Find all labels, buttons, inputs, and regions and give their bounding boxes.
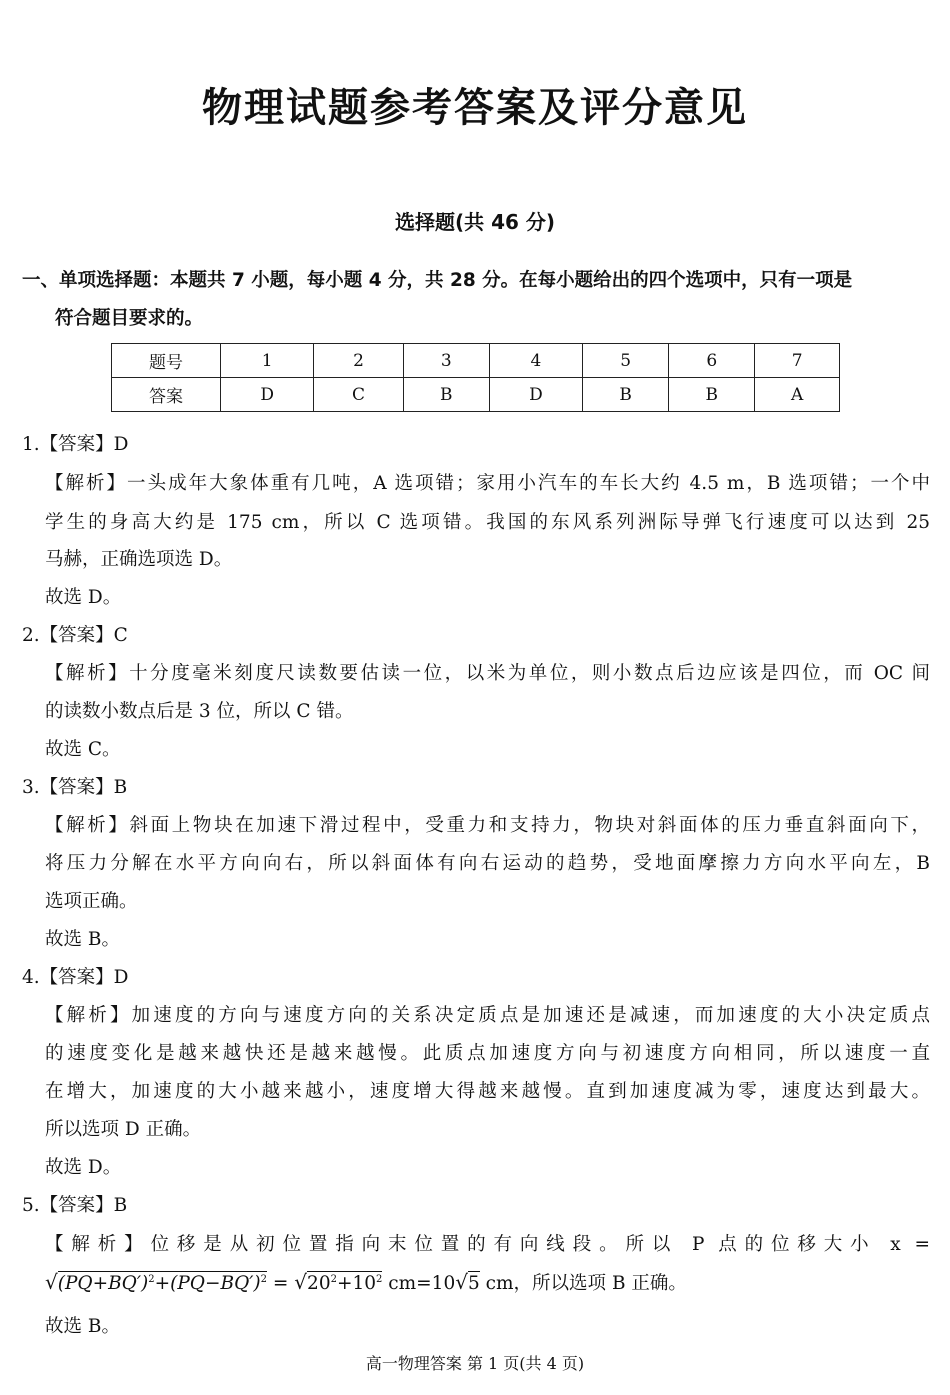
answer-table	[111, 343, 840, 412]
q4-conclusion: 故选 D。	[45, 1157, 122, 1178]
q2-conclusion: 故选 C。	[45, 739, 121, 760]
q3-analysis-line: 将压力分解在水平方向向右，所以斜面体有向右运动的趋势，受地面摩擦力方向水平向左，B	[45, 853, 930, 874]
sqrt-sign: √	[45, 1270, 58, 1294]
result-text: cm，所以选项 B 正确。	[485, 1273, 687, 1294]
sqrt-sign: √	[455, 1270, 468, 1294]
q2-analysis-line: 的读数小数点后是 3 位，所以 C 错。	[45, 701, 354, 722]
table-cell: D	[489, 378, 582, 412]
section-subtitle: 选择题(共 46 分)	[394, 210, 556, 234]
q1-analysis-line: 马赫，正确选项选 D。	[45, 549, 233, 570]
term-pq-minus: +(PQ−BQ′)	[154, 1273, 261, 1294]
table-cell: 2	[314, 344, 403, 378]
radicand	[307, 1271, 382, 1294]
radicand: 5	[467, 1273, 480, 1294]
term-pq-plus: (PQ+BQ′)	[57, 1273, 149, 1294]
table-header-cell: 答案	[112, 378, 221, 412]
q4-answer: 4.【答案】D	[22, 967, 129, 988]
table-cell: 5	[583, 344, 669, 378]
section-heading-line1: 一、单项选择题：本题共 7 小题，每小题 4 分，共 28 分。在每小题给出的四个选项中，只有一项是	[22, 270, 853, 291]
q3-answer: 3.【答案】B	[22, 777, 128, 798]
radicand	[58, 1271, 267, 1294]
q1-analysis-line: 学生的身高大约是 175 cm，所以 C 选项错。我国的东风系列洲际导弹飞行速度可以达到 25	[45, 512, 930, 533]
table-cell: 4	[489, 344, 582, 378]
table-cell: B	[403, 378, 489, 412]
page-title: 物理试题参考答案及评分意见	[202, 85, 748, 131]
q5-answer: 5.【答案】B	[22, 1195, 128, 1216]
value-20: 20	[307, 1273, 331, 1294]
q5-conclusion: 故选 B。	[45, 1316, 120, 1337]
table-cell: 1	[221, 344, 314, 378]
answer-table-number-row	[112, 344, 840, 378]
table-cell: 3	[403, 344, 489, 378]
q3-analysis-line: 【解析】斜面上物块在加速下滑过程中，受重力和支持力，物块对斜面体的压力垂直斜面向下，	[45, 815, 930, 836]
q4-analysis-line: 的速度变化是越来越快还是越来越慢。此质点加速度方向与初速度方向相同，所以速度一直	[45, 1043, 930, 1064]
exponent: 2	[330, 1273, 337, 1285]
exponent: 2	[376, 1273, 383, 1285]
q4-analysis-line: 在增大，加速度的大小越来越小，速度增大得越来越慢。直到加速度减为零，速度达到最大。	[45, 1081, 930, 1102]
sqrt-sign: √	[294, 1270, 308, 1294]
table-cell: 7	[755, 344, 840, 378]
value-10: +10	[336, 1273, 377, 1294]
table-header-cell: 题号	[112, 344, 221, 378]
q1-analysis-line: 【解析】一头成年大象体重有几吨，A 选项错；家用小汽车的车长大约 4.5 m，B 选项错；一个中	[45, 473, 930, 494]
q1-conclusion: 故选 D。	[45, 587, 122, 608]
table-cell: D	[221, 378, 314, 412]
q3-analysis-line: 选项正确。	[45, 891, 138, 912]
exponent: 2	[260, 1273, 268, 1285]
table-cell: B	[583, 378, 669, 412]
q4-analysis-line: 【解析】加速度的方向与速度方向的关系决定质点是加速还是减速，而加速度的大小决定质点	[45, 1005, 930, 1026]
q2-answer: 2.【答案】C	[22, 625, 128, 646]
answer-table-answer-row	[112, 378, 840, 412]
exponent: 2	[148, 1273, 155, 1285]
table-cell: C	[314, 378, 403, 412]
q4-analysis-line: 所以选项 D 正确。	[45, 1119, 202, 1140]
section-heading	[22, 262, 932, 338]
page-footer: 高一物理答案 第 1 页(共 4 页)	[365, 1354, 585, 1373]
q3-conclusion: 故选 B。	[45, 929, 120, 950]
result-value: cm=10	[388, 1273, 456, 1294]
table-cell: A	[755, 378, 840, 412]
q1-answer: 1.【答案】D	[22, 434, 129, 455]
q2-analysis-line: 【解析】十分度毫米刻度尺读数要估读一位，以米为单位，则小数点后边应该是四位，而 OC 间	[45, 663, 930, 684]
section-heading-line2: 符合题目要求的。	[55, 308, 204, 329]
q5-formula-line: $√(PQ+BQ')^2+(PQ-BQ')^2 = √20^2+10^2$ cm=10√5 cm，所以选项 B 正确。	[45, 1270, 687, 1294]
q5-analysis-line: 【解析】位移是从初位置指向末位置的有向线段。所以 P 点的位移大小 x =	[45, 1234, 930, 1255]
table-cell: 6	[669, 344, 755, 378]
table-cell: B	[669, 378, 755, 412]
